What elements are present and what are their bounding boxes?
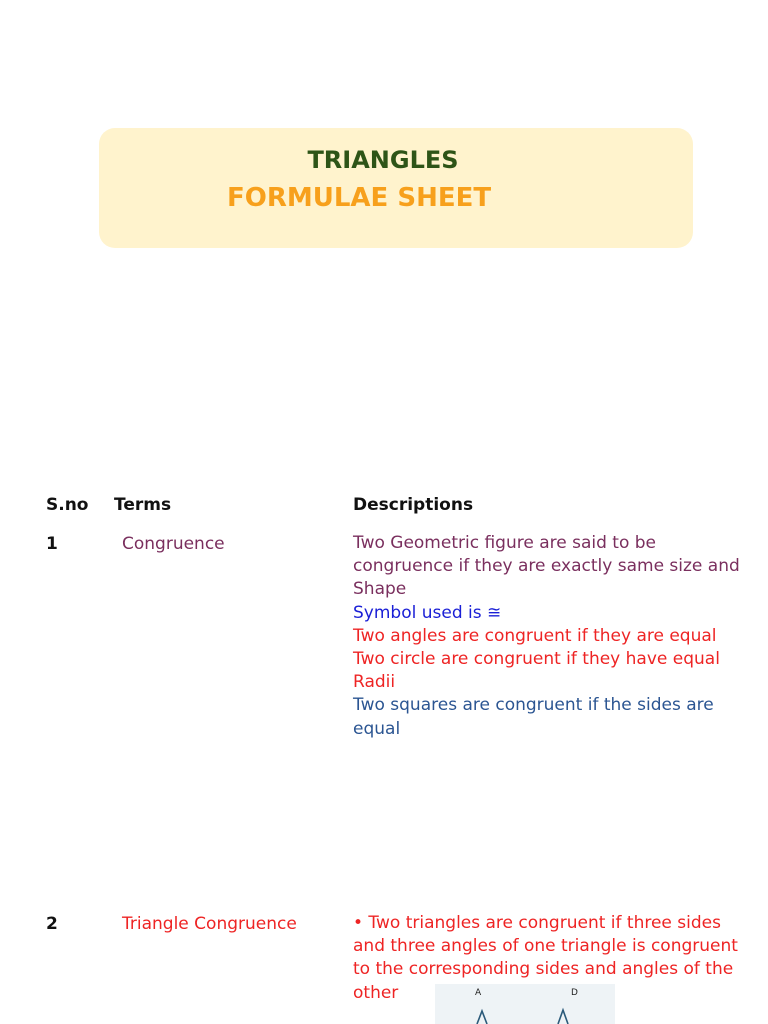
description-line: Two circle are congruent if they have equal	[353, 649, 720, 670]
row-1-description	[353, 532, 743, 741]
row-2-term: Triangle Congruence	[122, 914, 297, 934]
description-line: Two Geometric figure are said to be	[353, 533, 657, 553]
row-1-number: 1	[46, 534, 58, 554]
vertex-label-a: A	[475, 988, 482, 998]
triangle-figure	[435, 984, 615, 1024]
column-header-sno: S.no	[46, 495, 89, 515]
description-line: Radii	[353, 672, 396, 693]
row-2-number: 2	[46, 914, 58, 934]
column-header-descriptions: Descriptions	[353, 495, 474, 515]
description-line: Shape	[353, 579, 407, 600]
description-line: and three angles of one triangle is congruent	[353, 936, 738, 957]
description-line: other	[353, 982, 399, 1003]
triangle-apex-lines	[435, 984, 615, 1024]
page-title: TRIANGLES	[307, 146, 459, 174]
row-1-term: Congruence	[122, 534, 225, 554]
description-line: Two angles are congruent if they are equal	[353, 625, 717, 646]
description-line: Two squares are congruent if the sides are	[353, 695, 714, 716]
description-line: equal	[353, 718, 401, 739]
description-line: • Two triangles are congruent if three sides	[353, 913, 721, 933]
vertex-label-d: D	[571, 988, 578, 998]
page-subtitle: FORMULAE SHEET	[227, 183, 492, 213]
column-header-terms: Terms	[114, 495, 172, 515]
description-line: to the corresponding sides and angles of the	[353, 959, 734, 980]
description-line: Symbol used is ≅	[353, 602, 502, 623]
description-line: congruence if they are exactly same size and	[353, 556, 740, 577]
